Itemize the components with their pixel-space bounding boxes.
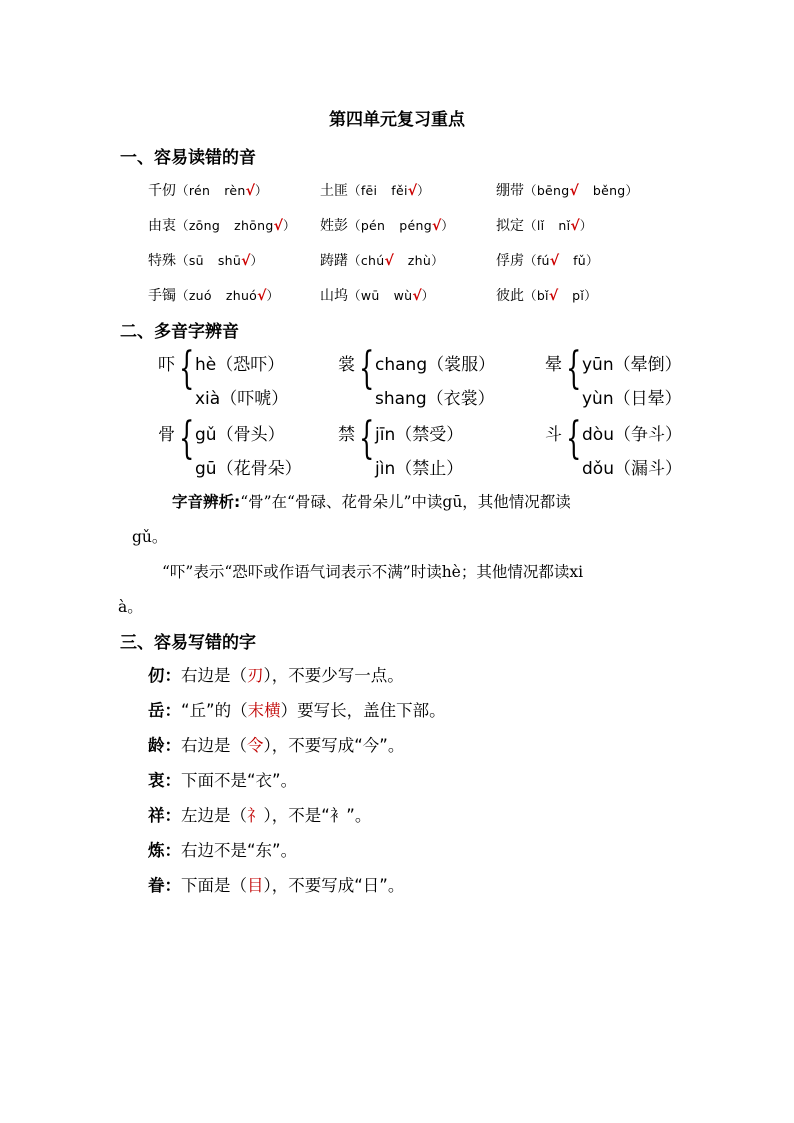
pron-item <box>148 250 263 270</box>
reading-1: hè（恐吓） <box>195 355 285 375</box>
writing-item <box>148 697 446 721</box>
pron-item <box>496 215 593 235</box>
pron-word: 特殊 <box>148 253 176 269</box>
writing-text: 右边是（ <box>181 736 247 755</box>
writing-text: 左边是（ <box>181 806 247 825</box>
writing-item <box>148 802 371 826</box>
writing-item <box>148 872 404 896</box>
reading-1: jīn（禁受） <box>375 425 464 445</box>
section-heading-polyphonic: 二、多音字辨音 <box>120 322 239 342</box>
writing-item <box>148 767 297 791</box>
paren-close: ） <box>579 218 593 233</box>
pinyin-option-b: běng <box>592 183 626 198</box>
brace-icon: { <box>359 343 375 394</box>
paren-close: ） <box>282 218 296 233</box>
pinyin-option-a: wū <box>360 288 380 303</box>
polyphonic-char: 禁 <box>338 425 355 445</box>
paren-close: ） <box>584 288 597 303</box>
paren-open: （ <box>524 218 537 233</box>
pron-word: 山坞 <box>320 288 348 304</box>
paren-open: （ <box>176 288 189 303</box>
pron-word: 由衷 <box>148 218 176 234</box>
analysis-line-2: gǔ。 <box>132 528 168 546</box>
pinyin-option-b: nǐ <box>558 218 571 233</box>
polyphonic-char: 骨 <box>158 425 175 445</box>
pron-item <box>320 250 444 270</box>
check-mark-icon: √ <box>241 253 251 269</box>
pron-item <box>496 180 638 200</box>
reading-2: shang（衣裳） <box>375 389 495 409</box>
pron-item <box>148 180 268 200</box>
pinyin-option-b: fěi <box>391 183 408 198</box>
section-heading-pronunciation: 一、容易读错的音 <box>120 148 256 168</box>
page-title: 第四单元复习重点 <box>329 110 465 130</box>
pron-item <box>320 285 434 305</box>
check-mark-icon: √ <box>569 183 579 199</box>
paren-close: ） <box>417 183 430 198</box>
paren-open: （ <box>348 253 361 268</box>
writing-char: 炼： <box>148 841 181 860</box>
pinyin-option-a: fú <box>536 253 550 268</box>
check-mark-icon: √ <box>549 253 560 269</box>
writing-item <box>148 837 297 861</box>
pron-item <box>320 180 430 200</box>
pron-word: 姓彭 <box>320 218 348 234</box>
reading-1: gǔ（骨头） <box>195 425 285 445</box>
analysis-line-4: à。 <box>118 598 143 616</box>
pron-word: 千仞 <box>148 183 176 199</box>
paren-close: ） <box>254 183 268 198</box>
pinyin-option-b: shū <box>217 253 242 268</box>
writing-text-end: ），不是“衤”。 <box>263 806 372 825</box>
paren-open: （ <box>176 183 189 198</box>
pron-item <box>320 215 454 235</box>
pinyin-option-a: bǐ <box>536 288 549 303</box>
analysis-line-1 <box>172 490 571 512</box>
pinyin-option-a: lǐ <box>536 218 545 233</box>
pinyin-option-a: zuó <box>188 288 212 303</box>
pron-item <box>148 285 279 305</box>
paren-open: （ <box>524 183 537 198</box>
paren-close: ） <box>441 218 455 233</box>
writing-char: 仞： <box>148 666 181 685</box>
pron-word: 踌躇 <box>320 253 348 269</box>
paren-close: ） <box>586 253 599 268</box>
brace-icon: { <box>179 413 195 464</box>
pron-word: 俘虏 <box>496 253 524 269</box>
paren-open: （ <box>524 253 537 268</box>
pron-word: 土匪 <box>320 183 348 199</box>
paren-open: （ <box>176 253 189 268</box>
section-heading-writing: 三、容易写错的字 <box>120 633 256 653</box>
paren-open: （ <box>348 288 361 303</box>
check-mark-icon: √ <box>570 218 580 234</box>
check-mark-icon: √ <box>257 288 267 304</box>
pinyin-option-a: chú <box>360 253 385 268</box>
pron-word: 绷带 <box>496 183 524 199</box>
pron-word: 彼此 <box>496 288 524 304</box>
writing-text-end: ），不要写成“今”。 <box>263 736 405 755</box>
writing-item <box>148 732 404 756</box>
paren-open: （ <box>176 218 189 233</box>
pinyin-option-b: pǐ <box>572 288 585 303</box>
writing-text-end: ），不要少写一点。 <box>263 666 404 685</box>
pinyin-option-a: fēi <box>360 183 378 198</box>
polyphonic-char: 裳 <box>338 355 355 375</box>
reading-1: yūn（晕倒） <box>582 355 682 375</box>
writing-char: 眷： <box>148 876 181 895</box>
writing-highlight: 末横 <box>247 701 281 720</box>
polyphonic-char: 斗 <box>545 425 562 445</box>
writing-text: 右边不是“东”。 <box>181 841 298 860</box>
check-mark-icon: √ <box>245 183 255 199</box>
paren-open: （ <box>524 288 537 303</box>
pinyin-option-b: péng <box>399 218 432 233</box>
reading-1: chang（裳服） <box>375 355 496 375</box>
pinyin-option-a: bēng <box>536 183 570 198</box>
analysis-label: 字音辨析: <box>172 493 241 511</box>
brace-icon: { <box>359 413 375 464</box>
writing-highlight: 刃 <box>247 666 264 685</box>
pron-word: 手镯 <box>148 288 176 304</box>
polyphonic-char: 吓 <box>158 355 175 375</box>
pron-word: 拟定 <box>496 218 524 234</box>
writing-highlight: 目 <box>247 876 264 895</box>
pinyin-option-a: pén <box>360 218 386 233</box>
paren-close: ） <box>266 288 280 303</box>
writing-text: “丘”的（ <box>181 701 248 720</box>
pinyin-option-a: zōng <box>188 218 221 233</box>
writing-item <box>148 662 404 686</box>
reading-2: jìn（禁止） <box>375 459 464 479</box>
writing-text: 下面是（ <box>181 876 247 895</box>
brace-icon: { <box>179 343 195 394</box>
pinyin-option-b: fǔ <box>573 253 587 268</box>
check-mark-icon: √ <box>407 183 418 199</box>
pinyin-option-b: rèn <box>224 183 246 198</box>
paren-open: （ <box>348 183 361 198</box>
pron-item <box>148 215 296 235</box>
analysis-text-1: “骨”在“骨碌、花骨朵儿”中读gū，其他情况都读 <box>240 493 571 511</box>
writing-text-end: ）要写长，盖住下部。 <box>280 701 446 720</box>
writing-highlight: 令 <box>247 736 264 755</box>
check-mark-icon: √ <box>548 288 559 304</box>
reading-1: dòu（争斗） <box>582 425 682 445</box>
pron-item <box>496 250 599 270</box>
paren-open: （ <box>348 218 361 233</box>
writing-text: 右边是（ <box>181 666 247 685</box>
check-mark-icon: √ <box>273 218 283 234</box>
writing-char: 衷： <box>148 771 181 790</box>
brace-icon: { <box>566 343 582 394</box>
paren-close: ） <box>625 183 639 198</box>
writing-char: 岳： <box>148 701 181 720</box>
writing-text-end: ），不要写成“日”。 <box>263 876 405 895</box>
writing-text: 下面不是“衣”。 <box>181 771 298 790</box>
paren-close: ） <box>250 253 264 268</box>
brace-icon: { <box>566 413 582 464</box>
writing-char: 祥： <box>148 806 181 825</box>
pron-item <box>496 285 597 305</box>
pinyin-option-b: zhuó <box>225 288 258 303</box>
check-mark-icon: √ <box>384 253 394 269</box>
analysis-line-3: “吓”表示“恐吓或作语气词表示不满”时读hè；其他情况都读xi <box>162 563 584 581</box>
pinyin-option-b: wù <box>393 288 413 303</box>
paren-close: ） <box>431 253 444 268</box>
reading-2: xià（吓唬） <box>195 389 289 409</box>
polyphonic-char: 晕 <box>545 355 562 375</box>
reading-2: gū（花骨朵） <box>195 459 302 479</box>
writing-highlight: 礻 <box>247 806 264 825</box>
pinyin-option-a: rén <box>188 183 211 198</box>
check-mark-icon: √ <box>412 288 422 304</box>
reading-2: dǒu（漏斗） <box>582 459 682 479</box>
pinyin-option-a: sū <box>188 253 204 268</box>
check-mark-icon: √ <box>431 218 442 234</box>
pinyin-option-b: zhōng <box>234 218 274 233</box>
pinyin-option-b: zhù <box>407 253 432 268</box>
writing-char: 龄： <box>148 736 181 755</box>
paren-close: ） <box>421 288 435 303</box>
reading-2: yùn（日晕） <box>582 389 682 409</box>
